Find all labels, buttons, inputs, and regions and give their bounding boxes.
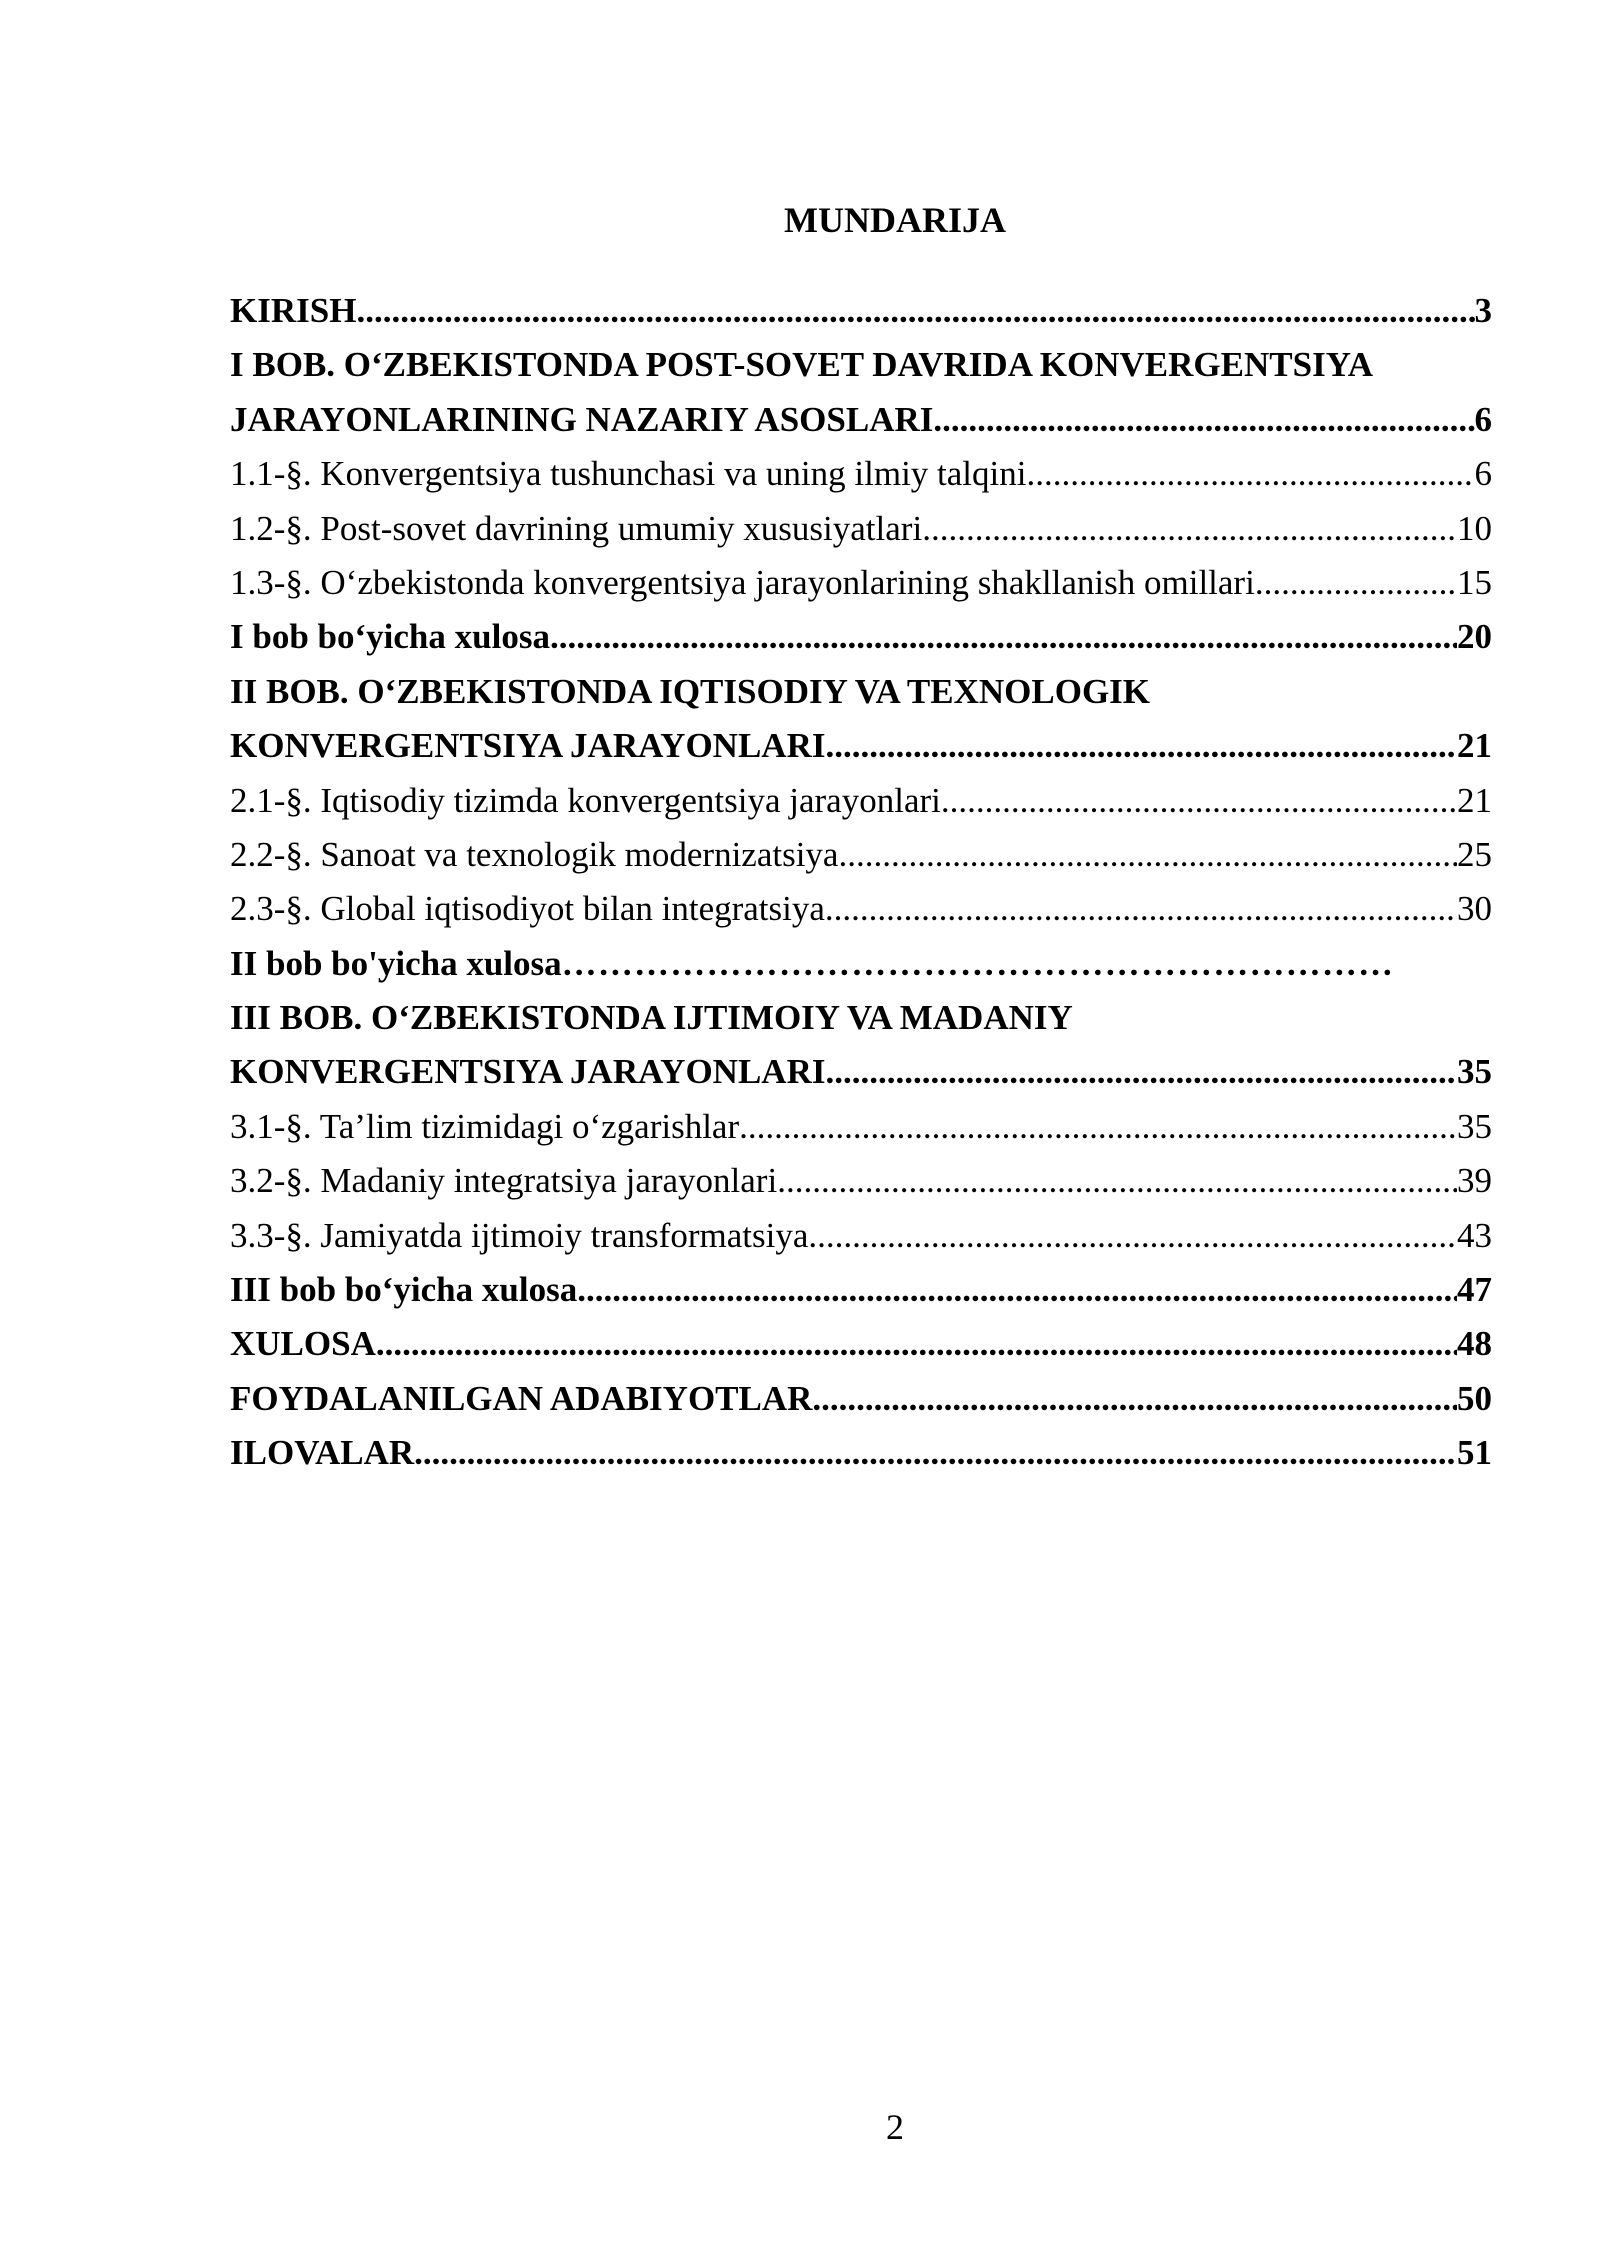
toc-entry-text: 1.2-§. Post-sovet davrining umumiy xususiyatlari — [230, 508, 923, 548]
toc-entry-references[interactable] — [230, 1372, 1492, 1426]
toc-dot-leader — [1255, 556, 1457, 610]
toc-entry-text: 3.1-§. Ta’lim tizimidagi o‘zgarishlar — [230, 1106, 740, 1146]
toc-page-number: 10 — [1457, 508, 1492, 548]
toc-dot-leader — [356, 284, 1474, 338]
toc-entry-section-1-2[interactable] — [230, 502, 1492, 556]
toc-entry-section-1-1[interactable] — [230, 447, 1492, 501]
toc-dot-leader — [1026, 447, 1474, 501]
toc-dot-leader — [941, 774, 1457, 828]
page-title: MUNDARIJA — [784, 200, 1006, 240]
table-of-contents — [230, 284, 1492, 1481]
toc-entry-text: 3.3-§. Jamiyatda ijtimoiy transformatsiya — [230, 1215, 809, 1255]
toc-dot-leader — [838, 828, 1457, 882]
toc-dot-leader — [414, 1426, 1457, 1480]
toc-page-number: 48 — [1457, 1324, 1492, 1364]
toc-entry-text: KONVERGENTSIYA JARAYONLARI — [230, 1052, 826, 1092]
toc-entry-section-3-3[interactable] — [230, 1209, 1492, 1263]
toc-entry-conclusion-2[interactable] — [230, 937, 1492, 991]
toc-entry-conclusion-1[interactable] — [230, 610, 1492, 664]
toc-entry-section-2-1[interactable] — [230, 774, 1492, 828]
toc-entry-chapter-1[interactable] — [230, 393, 1492, 447]
toc-page-number: 50 — [1457, 1378, 1492, 1418]
toc-entry-text: ILOVALAR — [230, 1433, 415, 1473]
toc-entry-appendices[interactable] — [230, 1426, 1492, 1480]
page-number: 2 — [886, 2107, 904, 2147]
toc-entry-text: KONVERGENTSIYA JARAYONLARI — [230, 726, 826, 766]
toc-entry-text: 2.2-§. Sanoat va texnologik modernizatsiya — [230, 834, 839, 874]
toc-entry-section-1-3[interactable] — [230, 556, 1492, 610]
toc-page-number: 3 — [1474, 291, 1492, 330]
toc-dot-leader: …………………………………………………………… — [561, 943, 1395, 983]
toc-entry-text: II bob bo'yicha xulosa — [230, 943, 562, 983]
toc-chapter-heading-2[interactable]: II BOB. O‘ZBEKISTONDA IQTISODIY VA TEXNOLOGIK — [230, 671, 1151, 711]
toc-entry-text: 1.3-§. O‘zbekistonda konvergentsiya jarayonlarining shakllanish omillari — [230, 562, 1255, 602]
toc-page-number: 43 — [1457, 1215, 1492, 1255]
toc-dot-leader — [808, 1209, 1457, 1263]
toc-entry-text: XULOSA — [230, 1324, 376, 1364]
toc-page-number: 30 — [1457, 889, 1492, 929]
toc-dot-leader — [777, 1154, 1457, 1208]
toc-page-number: 20 — [1457, 617, 1492, 657]
toc-page-number: 47 — [1457, 1270, 1492, 1310]
toc-entry-text: FOYDALANILGAN ADABIYOTLAR — [230, 1378, 813, 1418]
toc-entry-chapter-3[interactable] — [230, 1045, 1492, 1099]
toc-chapter-heading-3[interactable]: III BOB. O‘ZBEKISTONDA IJTIMOIY VA MADANIY — [230, 998, 1073, 1038]
toc-dot-leader — [550, 610, 1457, 664]
toc-dot-leader — [825, 719, 1457, 773]
toc-page-number: 21 — [1457, 726, 1492, 766]
toc-entry-text: III bob bo‘yicha xulosa — [230, 1270, 578, 1310]
toc-page-number: 21 — [1457, 780, 1492, 820]
toc-entry-text: I bob bo‘yicha xulosa — [230, 617, 550, 657]
toc-entry-chapter-2[interactable] — [230, 719, 1492, 773]
toc-entry-text: 3.2-§. Madaniy integratsiya jarayonlari — [230, 1161, 778, 1201]
toc-entry-kirish[interactable] — [230, 284, 1492, 338]
toc-entry-section-2-3[interactable] — [230, 882, 1492, 936]
toc-entry-text: KIRISH — [230, 291, 357, 330]
toc-dot-leader — [739, 1100, 1457, 1154]
toc-dot-leader — [825, 1045, 1457, 1099]
toc-entry-xulosa[interactable] — [230, 1317, 1492, 1371]
toc-entry-text: 2.3-§. Global iqtisodiyot bilan integratsiya — [230, 889, 825, 929]
toc-page-number: 39 — [1457, 1161, 1492, 1201]
toc-page-number: 6 — [1474, 399, 1492, 439]
toc-entry-section-2-2[interactable] — [230, 828, 1492, 882]
toc-entry-conclusion-3[interactable] — [230, 1263, 1492, 1317]
toc-entry-text: 2.1-§. Iqtisodiy tizimda konvergentsiya jarayonlari — [230, 780, 941, 820]
toc-page-number: 15 — [1457, 562, 1492, 602]
toc-page-number: 6 — [1474, 454, 1492, 494]
toc-dot-leader — [933, 393, 1474, 447]
toc-dot-leader — [577, 1263, 1457, 1317]
toc-entry-section-3-2[interactable] — [230, 1154, 1492, 1208]
toc-entry-text: JARAYONLARINING NAZARIY ASOSLARI — [230, 399, 934, 439]
toc-page-number: 35 — [1457, 1106, 1492, 1146]
toc-entry-text: 1.1-§. Konvergentsiya tushunchasi va uning ilmiy talqini — [230, 454, 1027, 494]
toc-page-number: 51 — [1457, 1433, 1492, 1473]
toc-page-number: 35 — [1457, 1052, 1492, 1092]
toc-page-number: 25 — [1457, 834, 1492, 874]
toc-dot-leader — [825, 882, 1457, 936]
toc-dot-leader — [376, 1317, 1457, 1371]
toc-dot-leader — [922, 502, 1457, 556]
toc-chapter-heading-1[interactable]: I BOB. O‘ZBEKISTONDA POST-SOVET DAVRIDA KONVERGENTSIYA — [230, 345, 1374, 385]
toc-dot-leader — [812, 1372, 1457, 1426]
toc-entry-section-3-1[interactable] — [230, 1100, 1492, 1154]
